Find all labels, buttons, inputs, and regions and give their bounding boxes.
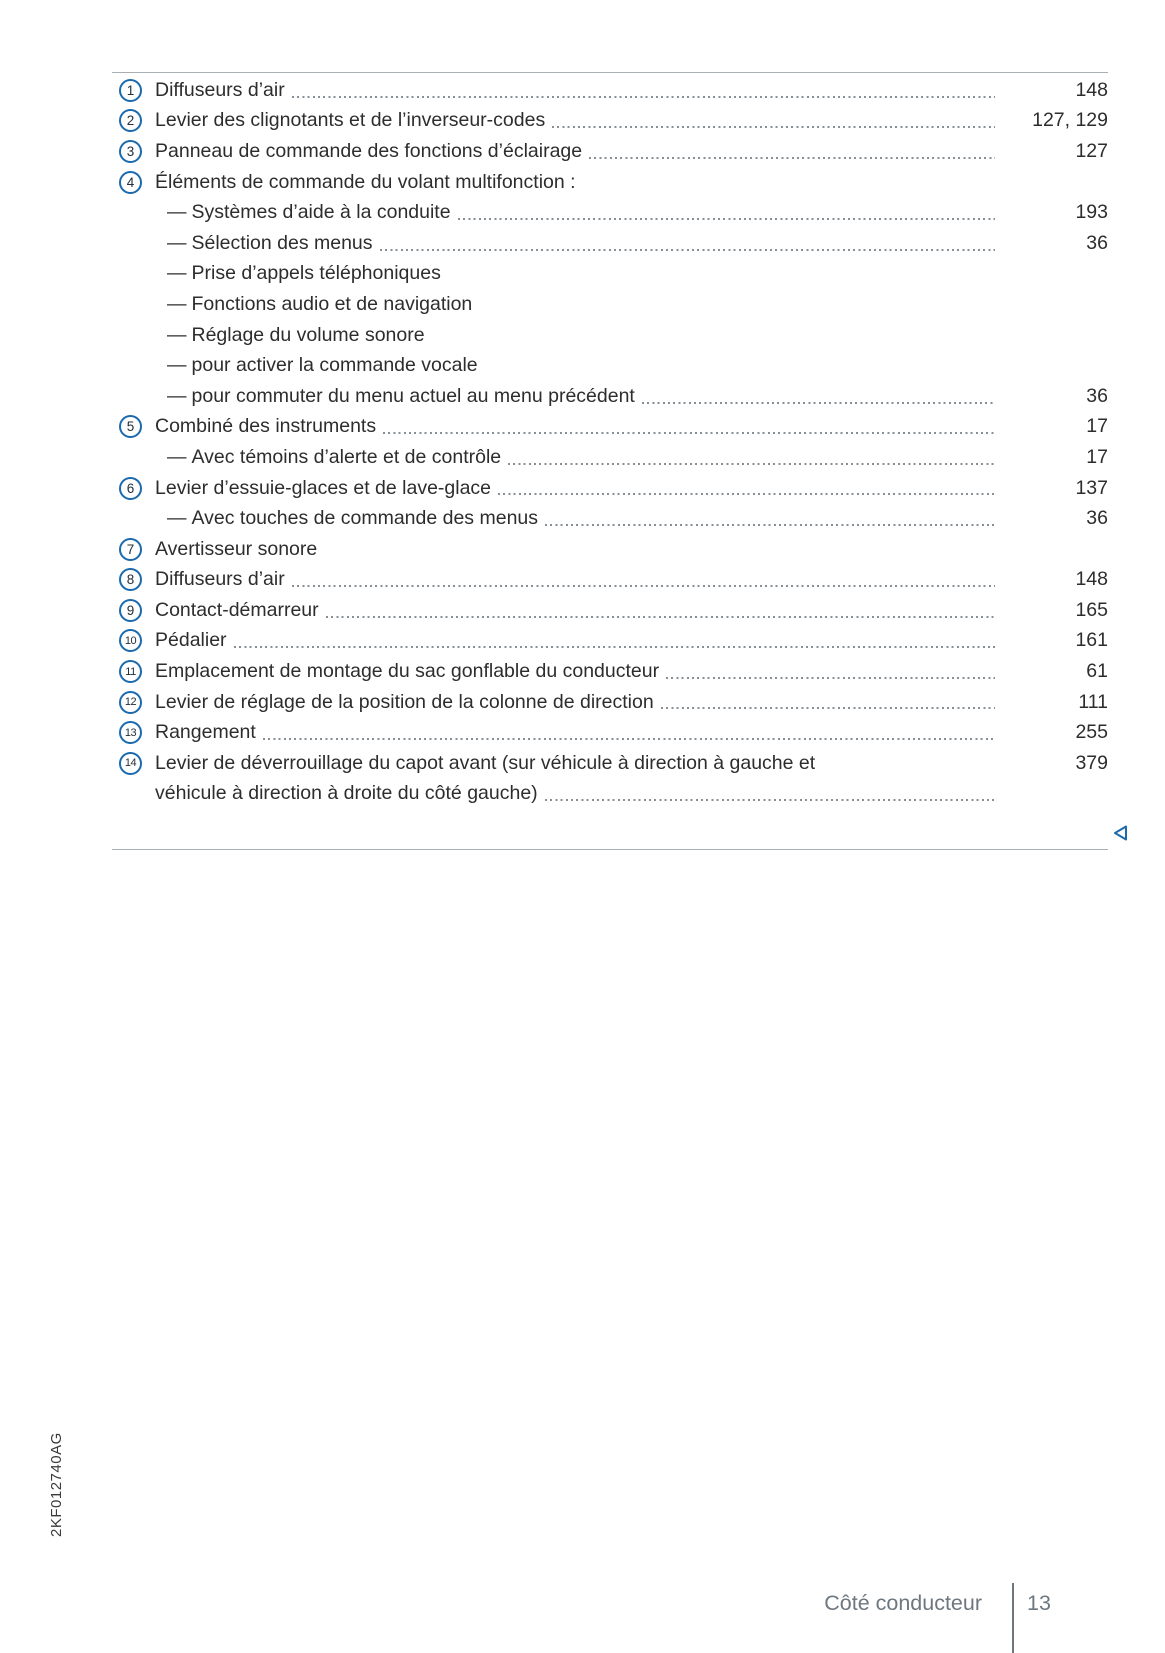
footer-page-number: 13 <box>1027 1591 1051 1615</box>
toc-row <box>112 656 1108 687</box>
item-number-badge: 14 <box>119 752 142 775</box>
toc-subrow <box>112 442 1108 473</box>
dot-leader <box>292 96 995 98</box>
toc-item-label: Systèmes d’aide à la conduite <box>191 201 451 224</box>
toc-item-label: Avec touches de commande des menus <box>191 507 539 530</box>
dot-leader <box>642 402 995 404</box>
toc-page-number: 379 <box>1075 751 1108 774</box>
toc-page-number: 17 <box>1086 445 1108 468</box>
item-number-badge: 9 <box>119 599 142 622</box>
sub-item-dash: — <box>167 231 187 254</box>
dot-leader <box>383 432 995 434</box>
toc-page-number: 137 <box>1075 476 1108 499</box>
toc-row <box>112 136 1108 167</box>
dot-leader <box>552 126 995 128</box>
bottom-rule <box>112 849 1108 850</box>
toc-page-number: 61 <box>1086 660 1108 683</box>
toc-item-label: Levier de déverrouillage du capot avant (sur véhicule à direction à gauche et <box>155 751 816 774</box>
toc-page-number: 17 <box>1086 415 1108 438</box>
item-number-badge: 4 <box>119 171 142 194</box>
sub-item-dash: — <box>167 292 187 315</box>
dot-leader <box>380 249 995 251</box>
dot-leader <box>234 646 995 648</box>
item-number-badge: 8 <box>119 568 142 591</box>
toc-item-label: Contact-démarreur <box>155 598 319 621</box>
toc-item-label: Diffuseurs d’air <box>155 78 285 101</box>
toc-item-label: Prise d’appels téléphoniques <box>191 262 441 285</box>
toc-item-label: Avec témoins d’alerte et de contrôle <box>191 445 502 468</box>
dot-leader <box>508 463 995 465</box>
toc-page-number: 36 <box>1086 384 1108 407</box>
dot-leader <box>498 493 995 495</box>
toc-subrow <box>112 503 1108 534</box>
item-number-badge: 5 <box>119 415 142 438</box>
toc-item-label: Diffuseurs d’air <box>155 568 285 591</box>
toc-page-number: 165 <box>1075 598 1108 621</box>
toc-item-label: Sélection des menus <box>191 231 373 254</box>
toc-item-label: véhicule à direction à droite du côté gauche) <box>155 782 538 805</box>
document-code: 2KF012740AG <box>48 1432 65 1537</box>
item-number-badge: 1 <box>119 79 142 102</box>
sub-item-dash: — <box>167 384 187 407</box>
toc-item-label: pour activer la commande vocale <box>191 354 478 377</box>
toc-row <box>112 412 1108 443</box>
toc-subrow <box>112 289 1108 320</box>
toc-item-label: Avertisseur sonore <box>155 537 318 560</box>
footer-divider <box>1012 1583 1014 1653</box>
item-number-badge: 11 <box>119 660 142 683</box>
toc-row <box>112 473 1108 504</box>
toc-row-continuation <box>112 779 1108 810</box>
item-number-badge: 3 <box>119 140 142 163</box>
toc-page-number: 36 <box>1086 231 1108 254</box>
dot-leader <box>545 799 995 801</box>
item-number-badge: 7 <box>119 538 142 561</box>
toc-subrow <box>112 259 1108 290</box>
item-number-badge: 10 <box>119 629 142 652</box>
toc-item-label: Pédalier <box>155 629 227 652</box>
toc-row <box>112 748 1108 779</box>
sub-item-dash: — <box>167 323 187 346</box>
page-footer <box>0 1583 1063 1653</box>
dot-leader <box>263 738 995 740</box>
toc-row <box>112 687 1108 718</box>
item-number-badge: 13 <box>119 721 142 744</box>
sub-item-dash: — <box>167 445 187 468</box>
toc-item-label: Fonctions audio et de navigation <box>191 292 473 315</box>
toc-item-label: Réglage du volume sonore <box>191 323 425 346</box>
item-number-badge: 6 <box>119 477 142 500</box>
toc-item-label: Panneau de commande des fonctions d’éclairage <box>155 139 583 162</box>
sub-item-dash: — <box>167 507 187 530</box>
dot-leader <box>661 707 995 709</box>
toc-item-label: Éléments de commande du volant multifonction : <box>155 170 576 193</box>
dot-leader <box>326 616 995 618</box>
toc-page-number: 193 <box>1075 201 1108 224</box>
item-number-badge: 2 <box>119 109 142 132</box>
toc-row <box>112 717 1108 748</box>
dot-leader <box>589 157 995 159</box>
toc-subrow <box>112 350 1108 381</box>
toc-page-number: 148 <box>1075 568 1108 591</box>
toc-page-number: 127 <box>1075 139 1108 162</box>
toc-item-label: Rangement <box>155 721 256 744</box>
toc-row <box>112 595 1108 626</box>
toc-row <box>112 534 1108 565</box>
toc-subrow <box>112 320 1108 351</box>
dot-leader <box>292 585 995 587</box>
toc-page-number: 111 <box>1078 690 1108 713</box>
toc-page-number: 127, 129 <box>1032 109 1108 132</box>
footer-section-label: Côté conducteur <box>824 1591 982 1615</box>
dot-leader <box>545 524 995 526</box>
toc-row <box>112 167 1108 198</box>
toc-row <box>112 75 1108 106</box>
toc-item-label: Combiné des instruments <box>155 415 377 438</box>
toc-row <box>112 565 1108 596</box>
previous-page-arrow-icon <box>1111 824 1129 847</box>
toc-subrow <box>112 197 1108 228</box>
toc-page-number: 148 <box>1075 78 1108 101</box>
toc-page-number: 161 <box>1075 629 1108 652</box>
toc-item-label: pour commuter du menu actuel au menu précédent <box>191 384 635 407</box>
item-number-badge: 12 <box>119 691 142 714</box>
sub-item-dash: — <box>167 354 187 377</box>
sub-item-dash: — <box>167 262 187 285</box>
dot-leader <box>666 677 995 679</box>
toc-row <box>112 106 1108 137</box>
toc-content <box>112 72 1108 850</box>
toc-item-label: Levier d’essuie-glaces et de lave-glace <box>155 476 492 499</box>
toc-subrow <box>112 228 1108 259</box>
toc-item-label: Levier des clignotants et de l’inverseur-codes <box>155 109 546 132</box>
toc-row <box>112 626 1108 657</box>
toc-subrow <box>112 381 1108 412</box>
sub-item-dash: — <box>167 201 187 224</box>
dot-leader <box>458 218 995 220</box>
toc-page-number: 36 <box>1086 507 1108 530</box>
toc-item-label: Emplacement de montage du sac gonflable du conducteur <box>155 660 660 683</box>
toc-page-number: 255 <box>1075 721 1108 744</box>
toc-item-label: Levier de réglage de la position de la colonne de direction <box>155 690 654 713</box>
